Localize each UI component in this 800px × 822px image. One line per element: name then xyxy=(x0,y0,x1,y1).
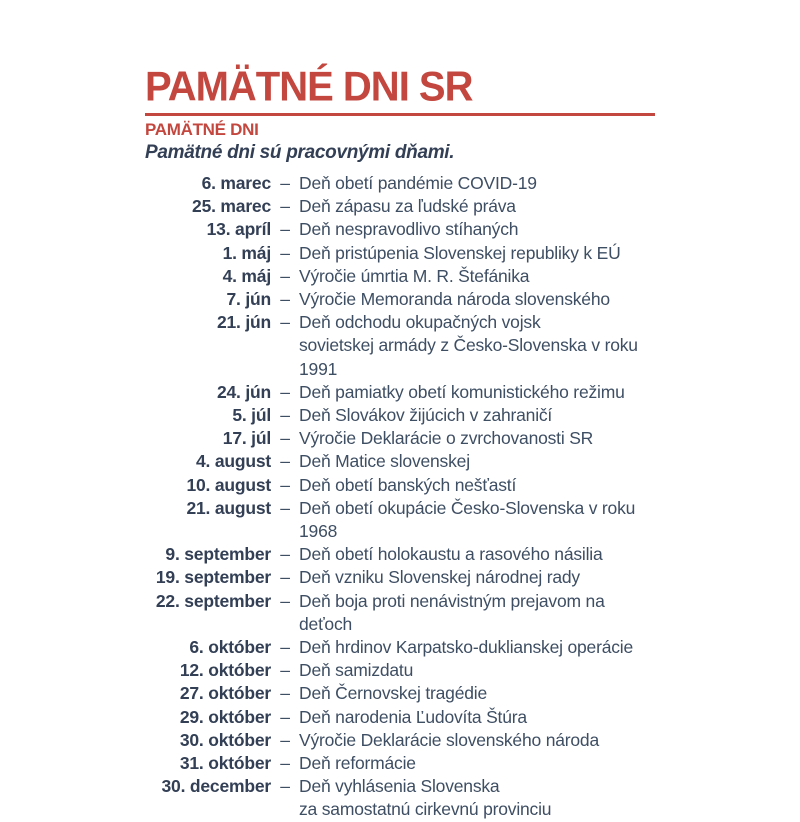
entry-date: 4. august xyxy=(195,451,271,472)
entry-date: 5. júl xyxy=(232,405,271,426)
list-item xyxy=(145,427,660,450)
entry-description: Deň obetí okupácie Česko-Slovenska v roku 1968 xyxy=(299,497,636,542)
entry-date: 21. august xyxy=(186,497,271,518)
entry-separator: – xyxy=(280,660,290,681)
entry-date: 30. október xyxy=(179,729,271,750)
entry-separator: – xyxy=(280,706,290,727)
entry-separator: – xyxy=(280,497,290,518)
list-item xyxy=(145,172,660,195)
entry-date: 6. október xyxy=(189,637,271,658)
entry-separator: – xyxy=(280,196,290,217)
entry-separator: – xyxy=(280,683,290,704)
list-item xyxy=(145,311,660,381)
list-item xyxy=(145,474,660,497)
entry-separator: – xyxy=(280,729,290,750)
entry-separator: – xyxy=(280,265,290,286)
list-item xyxy=(145,636,660,659)
entry-description: Deň Slovákov žijúcich v zahraničí xyxy=(299,405,553,426)
list-item xyxy=(145,265,660,288)
list-item xyxy=(145,450,660,473)
list-item xyxy=(145,218,660,241)
entry-separator: – xyxy=(280,381,290,402)
entry-date: 31. október xyxy=(179,753,271,774)
entry-date: 24. jún xyxy=(216,381,271,402)
entry-description: Deň obetí pandémie COVID-19 xyxy=(299,173,537,193)
list-item xyxy=(145,659,660,682)
entry-description: Výročie Deklarácie slovenského národa xyxy=(299,729,599,750)
list-item xyxy=(145,381,660,404)
entry-description: Výročie Deklarácie o zvrchovanosti SR xyxy=(299,428,594,449)
entry-description: Deň hrdinov Karpatsko-duklianskej operácie xyxy=(299,637,634,658)
entry-separator: – xyxy=(280,776,290,797)
entry-description: Deň pamiatky obetí komunistického režimu xyxy=(299,381,625,402)
entry-description: Deň nespravodlivo stíhaných xyxy=(299,219,519,240)
entry-description: Deň zápasu za ľudské práva xyxy=(299,196,516,217)
section-heading: PAMÄTNÉ DNI xyxy=(145,120,259,139)
entry-separator: – xyxy=(280,590,290,611)
entry-description: Deň reformácie xyxy=(299,753,416,774)
entry-separator: – xyxy=(280,242,290,263)
entry-separator: – xyxy=(280,173,290,193)
entry-date: 30. december xyxy=(161,776,271,797)
entry-description: Výročie úmrtia M. R. Štefánika xyxy=(299,265,530,286)
list-item xyxy=(145,404,660,427)
entry-date: 22. september xyxy=(155,590,271,611)
entry-separator: – xyxy=(280,474,290,495)
memorial-days-list xyxy=(145,172,660,822)
entry-date: 10. august xyxy=(186,474,271,495)
entry-description: Deň samizdatu xyxy=(299,660,414,681)
entry-date: 4. máj xyxy=(222,265,271,286)
entry-date: 12. október xyxy=(179,660,271,681)
list-item xyxy=(145,752,660,775)
entry-date: 27. október xyxy=(179,683,271,704)
entry-date: 13. apríl xyxy=(206,219,271,240)
entry-description: Deň pristúpenia Slovenskej republiky k EÚ xyxy=(299,242,621,263)
entry-date: 1. máj xyxy=(222,242,271,263)
entry-separator: – xyxy=(280,312,290,333)
entry-date: 25. marec xyxy=(192,196,271,217)
entry-separator: – xyxy=(280,544,290,565)
entry-date: 17. júl xyxy=(222,428,271,449)
entry-description: Deň odchodu okupačných vojsk sovietskej armády z Česko-Slovenska v roku 1991 xyxy=(299,312,638,379)
entry-separator: – xyxy=(280,753,290,774)
entry-date: 19. september xyxy=(155,567,271,588)
list-item xyxy=(145,729,660,752)
entry-separator: – xyxy=(280,567,290,588)
entry-description: Deň vyhlásenia Slovenska za samostatnú cirkevnú provinciu xyxy=(299,776,552,820)
list-item xyxy=(145,682,660,705)
entry-separator: – xyxy=(280,428,290,449)
entry-date: 21. jún xyxy=(216,312,271,333)
list-item xyxy=(145,543,660,566)
entry-description: Deň Matice slovenskej xyxy=(299,451,470,472)
list-item xyxy=(145,288,660,311)
entry-description: Deň obetí holokaustu a rasového násilia xyxy=(299,544,603,565)
entry-separator: – xyxy=(280,451,290,472)
list-item xyxy=(145,590,660,636)
list-item xyxy=(145,242,660,265)
entry-description: Deň boja proti nenávistným prejavom na deťoch xyxy=(299,590,605,634)
list-item xyxy=(145,195,660,218)
entry-date: 29. október xyxy=(179,706,271,727)
list-item xyxy=(145,497,660,543)
entry-separator: – xyxy=(280,405,290,426)
entry-date: 7. jún xyxy=(226,289,271,310)
list-item xyxy=(145,775,660,821)
page-title: PAMÄTNÉ DNI SR xyxy=(145,63,473,110)
subtitle: Pamätné dni sú pracovnými dňami. xyxy=(145,142,455,163)
document-page xyxy=(145,63,660,822)
entry-separator: – xyxy=(280,637,290,658)
list-item xyxy=(145,566,660,589)
list-item xyxy=(145,706,660,729)
title-divider xyxy=(145,113,655,116)
entry-description: Deň Černovskej tragédie xyxy=(299,683,488,704)
entry-date: 9. september xyxy=(165,544,271,565)
entry-description: Výročie Memoranda národa slovenského xyxy=(299,289,610,310)
entry-separator: – xyxy=(280,289,290,310)
entry-separator: – xyxy=(280,219,290,240)
entry-date: 6. marec xyxy=(201,173,271,193)
entry-description: Deň narodenia Ľudovíta Štúra xyxy=(299,706,527,727)
entry-description: Deň vzniku Slovenskej národnej rady xyxy=(299,567,580,588)
entry-description: Deň obetí banských nešťastí xyxy=(299,474,517,495)
